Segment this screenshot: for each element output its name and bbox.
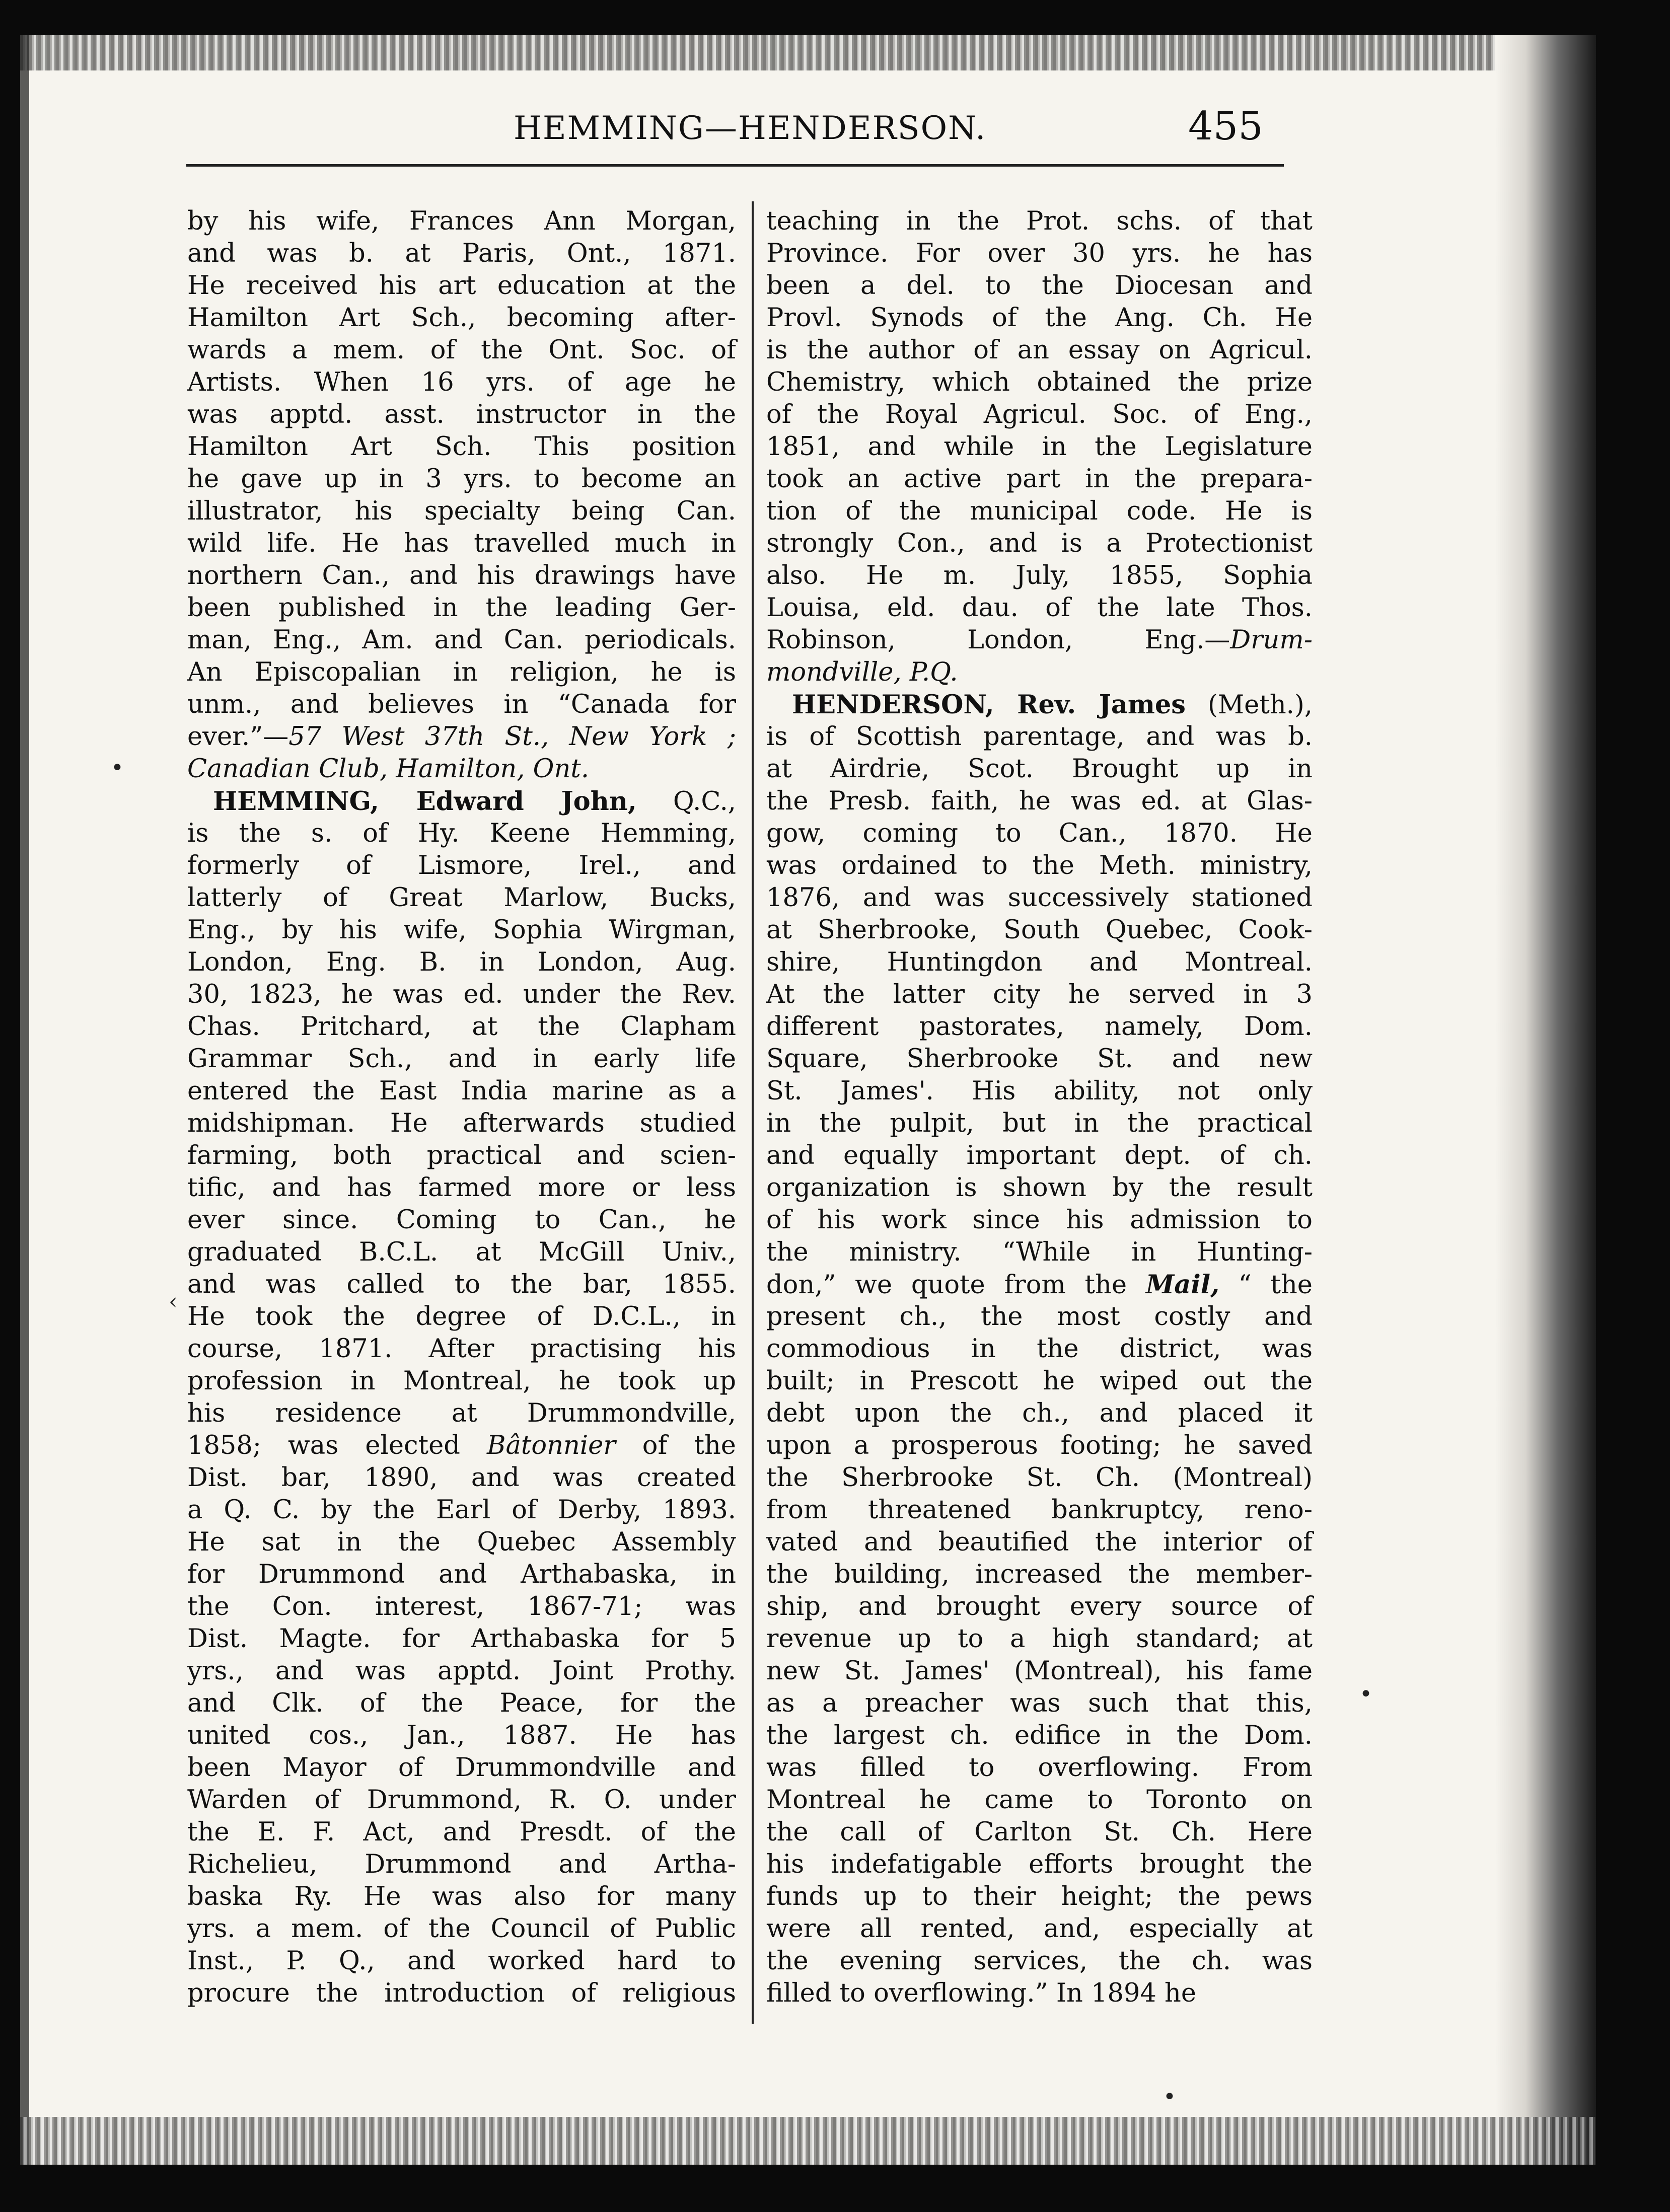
text-line: been a del. to the Diocesan and — [766, 271, 1313, 301]
left-column — [187, 205, 736, 2010]
text-line: commodious in the district, was — [766, 1334, 1313, 1364]
mail-text: Mail, — [1145, 1270, 1219, 1300]
text-line: the call of Carlton St. Ch. Here — [766, 1817, 1313, 1847]
text-line: Grammar Sch., and in early life — [187, 1044, 736, 1074]
margin-speck: • — [1163, 2084, 1176, 2110]
text-line: the building, increased the member- — [766, 1560, 1313, 1589]
text-line: was filled to overflowing. From — [766, 1753, 1313, 1783]
text-line: gow, coming to Can., 1870. He — [766, 819, 1313, 848]
text-line: filled to overflowing.” In 1894 he — [766, 1978, 1197, 2008]
text-run: 1858; was elected — [187, 1431, 460, 1460]
text-line: the ministry. “While in Hunting- — [766, 1237, 1313, 1267]
text-line: latterly of Great Marlow, Bucks, — [187, 883, 736, 913]
text-line: of his work since his admission to — [766, 1205, 1313, 1235]
text-run: Robinson, London, Eng.— — [766, 625, 1230, 655]
text-line: his indefatigable efforts brought the — [766, 1850, 1313, 1879]
text-line: different pastorates, namely, Dom. — [766, 1012, 1313, 1042]
text-line — [187, 1430, 736, 1462]
right-column — [766, 205, 1313, 2010]
text-line: been published in the leading Ger- — [187, 593, 736, 623]
text-line: a Q. C. by the Earl of Derby, 1893. — [187, 1495, 736, 1525]
drum-text: Drum- — [1230, 625, 1313, 655]
text-line: wards a mem. of the Ont. Soc. of — [187, 335, 736, 365]
text-line: 1851, and while in the Legislature — [766, 432, 1313, 462]
text-line: Inst., P. Q., and worked hard to — [187, 1946, 736, 1976]
text-line: baska Ry. He was also for many — [187, 1882, 736, 1911]
text-line: at Airdrie, Scot. Brought up in — [766, 754, 1313, 784]
top-scan-noise — [20, 35, 1596, 70]
text-run: ever.”— — [187, 722, 289, 752]
text-line: is the author of an essay on Agricul. — [766, 335, 1313, 365]
text-line: He received his art education at the — [187, 271, 736, 301]
text-line: was apptd. asst. instructor in the — [187, 400, 736, 429]
text-line: tion of the municipal code. He is — [766, 496, 1313, 526]
text-line: at Sherbrooke, South Quebec, Cook- — [766, 915, 1313, 945]
text-line: profession in Montreal, he took up — [187, 1366, 736, 1396]
text-run: Q.C., — [673, 787, 736, 817]
text-line: is the s. of Hy. Keene Hemming, — [187, 819, 736, 848]
text-line: revenue up to a high standard; at — [766, 1624, 1313, 1654]
text-line: by his wife, Frances Ann Morgan, — [187, 206, 736, 236]
entry-name-hemming: HEMMING, Edward John, — [213, 786, 637, 817]
text-line: midshipman. He afterwards studied — [187, 1109, 736, 1138]
text-line: Hamilton Art Sch. This position — [187, 432, 736, 462]
text-line: Richelieu, Drummond and Artha- — [187, 1850, 736, 1879]
text-line: northern Can., and his drawings have — [187, 561, 736, 591]
text-line: farming, both practical and scien- — [187, 1141, 736, 1170]
text-line: Montreal he came to Toronto on — [766, 1785, 1313, 1815]
text-line: London, Eng. B. in London, Aug. — [187, 947, 736, 977]
text-line: his residence at Drummondville, — [187, 1398, 736, 1428]
text-line: Louisa, eld. dau. of the late Thos. — [766, 593, 1313, 623]
text-line: new St. James' (Montreal), his fame — [766, 1656, 1313, 1686]
text-line: were all rented, and, especially at — [766, 1914, 1313, 1944]
column-divider — [752, 201, 754, 2024]
text-line: took an active part in the prepara- — [766, 464, 1313, 494]
text-line: Province. For over 30 yrs. he has — [766, 239, 1313, 268]
text-line: the Sherbrooke St. Ch. (Montreal) — [766, 1463, 1313, 1493]
text-line: course, 1871. After practising his — [187, 1334, 736, 1364]
text-run: (Meth.), — [1208, 690, 1313, 720]
text-line: been Mayor of Drummondville and — [187, 1753, 736, 1783]
text-line: shire, Huntingdon and Montreal. — [766, 947, 1313, 977]
text-line: the Con. interest, 1867-71; was — [187, 1592, 736, 1621]
text-line: also. He m. July, 1855, Sophia — [766, 561, 1313, 591]
text-line — [766, 1269, 1313, 1301]
text-line: present ch., the most costly and — [766, 1302, 1313, 1332]
text-line: from threatened bankruptcy, reno- — [766, 1495, 1313, 1525]
text-line: and was called to the bar, 1855. — [187, 1270, 736, 1299]
text-line: graduated B.C.L. at McGill Univ., — [187, 1237, 736, 1267]
margin-speck: • — [1359, 1681, 1372, 1707]
text-line: Dist. Magte. for Arthabaska for 5 — [187, 1624, 736, 1654]
text-line: funds up to their height; the pews — [766, 1882, 1313, 1911]
text-line: the E. F. Act, and Presdt. of the — [187, 1817, 736, 1847]
text-line: and was b. at Paris, Ont., 1871. — [187, 239, 736, 268]
text-line: ever since. Coming to Can., he — [187, 1205, 736, 1235]
text-line: vated and beautified the interior of — [766, 1527, 1313, 1557]
text-line: Chas. Pritchard, at the Clapham — [187, 1012, 736, 1042]
text-line: wild life. He has travelled much in — [187, 529, 736, 558]
address-text: 57 West 37th St., New York ; — [288, 722, 736, 752]
text-line: the evening services, the ch. was — [766, 1946, 1313, 1976]
text-line: in the pulpit, but in the practical — [766, 1109, 1313, 1138]
text-line: unm., and believes in “Canada for — [187, 690, 736, 719]
bottom-scan-noise — [20, 2117, 1596, 2165]
text-line: for Drummond and Arthabaska, in — [187, 1560, 736, 1589]
text-line: 1876, and was successively stationed — [766, 883, 1313, 913]
left-page-edge — [20, 35, 29, 2165]
right-binding-gutter — [1495, 35, 1596, 2165]
text-line: He sat in the Quebec Assembly — [187, 1527, 736, 1557]
text-run: of the — [642, 1431, 736, 1460]
text-line: the largest ch. edifice in the Dom. — [766, 1721, 1313, 1750]
text-line: debt upon the ch., and placed it — [766, 1398, 1313, 1428]
text-line: Hamilton Art Sch., becoming after- — [187, 303, 736, 333]
text-line: teaching in the Prot. schs. of that — [766, 206, 1313, 236]
text-line: illustrator, his specialty being Can. — [187, 496, 736, 526]
text-line: he gave up in 3 yrs. to become an — [187, 464, 736, 494]
text-line: as a preacher was such that this, — [766, 1688, 1313, 1718]
text-line: Dist. bar, 1890, and was created — [187, 1463, 736, 1493]
margin-speck: • — [111, 755, 124, 781]
text-line: yrs. a mem. of the Council of Public — [187, 1914, 736, 1944]
entry-heading-line — [187, 785, 736, 818]
text-line: is of Scottish parentage, and was b. — [766, 722, 1313, 752]
text-line: Canadian Club, Hamilton, Ont. — [187, 754, 590, 784]
text-line: Square, Sherbrooke St. and new — [766, 1044, 1313, 1074]
text-line: built; in Prescott he wiped out the — [766, 1366, 1313, 1396]
text-line: 30, 1823, he was ed. under the Rev. — [187, 980, 736, 1009]
margin-speck: ‹ — [169, 1289, 178, 1314]
text-line: Provl. Synods of the Ang. Ch. He — [766, 303, 1313, 333]
text-line: Eng., by his wife, Sophia Wirgman, — [187, 915, 736, 945]
text-line: formerly of Lismore, Irel., and — [187, 851, 736, 880]
text-line: strongly Con., and is a Protectionist — [766, 529, 1313, 558]
text-line: and equally important dept. of ch. — [766, 1141, 1313, 1170]
text-run: “ the — [1238, 1270, 1313, 1300]
text-line: tific, and has farmed more or less — [187, 1173, 736, 1203]
page-number: 455 — [1188, 104, 1263, 149]
text-line: yrs., and was apptd. Joint Prothy. — [187, 1656, 736, 1686]
text-line: mondville, P.Q. — [766, 657, 958, 687]
text-line: He took the degree of D.C.L., in — [187, 1302, 736, 1332]
text-run: don,” we quote from the — [766, 1270, 1127, 1300]
text-line — [766, 624, 1313, 656]
text-line: was ordained to the Meth. ministry, — [766, 851, 1313, 880]
batonnier-text: Bâtonnier — [487, 1431, 616, 1460]
text-line: and Clk. of the Peace, for the — [187, 1688, 736, 1718]
text-line: the Presb. faith, he was ed. at Glas- — [766, 786, 1313, 816]
text-line: organization is shown by the result — [766, 1173, 1313, 1203]
text-line: Artists. When 16 yrs. of age he — [187, 367, 736, 397]
text-line: At the latter city he served in 3 — [766, 980, 1313, 1009]
text-line: Warden of Drummond, R. O. under — [187, 1785, 736, 1815]
text-line: procure the introduction of religious — [187, 1978, 736, 2008]
entry-heading-line — [766, 689, 1313, 721]
text-line: Chemistry, which obtained the prize — [766, 367, 1313, 397]
text-line: ship, and brought every source of — [766, 1592, 1313, 1621]
text-line: upon a prosperous footing; he saved — [766, 1431, 1313, 1460]
text-line: entered the East India marine as a — [187, 1076, 736, 1106]
header-rule — [186, 164, 1284, 167]
text-line: united cos., Jan., 1887. He has — [187, 1721, 736, 1750]
text-line: St. James'. His ability, not only — [766, 1076, 1313, 1106]
running-head: HEMMING—HENDERSON. — [514, 110, 987, 147]
entry-name-henderson: HENDERSON, Rev. James — [792, 690, 1186, 720]
text-line: An Episcopalian in religion, he is — [187, 657, 736, 687]
text-line — [187, 721, 736, 753]
text-line: man, Eng., Am. and Can. periodicals. — [187, 625, 736, 655]
text-line: of the Royal Agricul. Soc. of Eng., — [766, 400, 1313, 429]
